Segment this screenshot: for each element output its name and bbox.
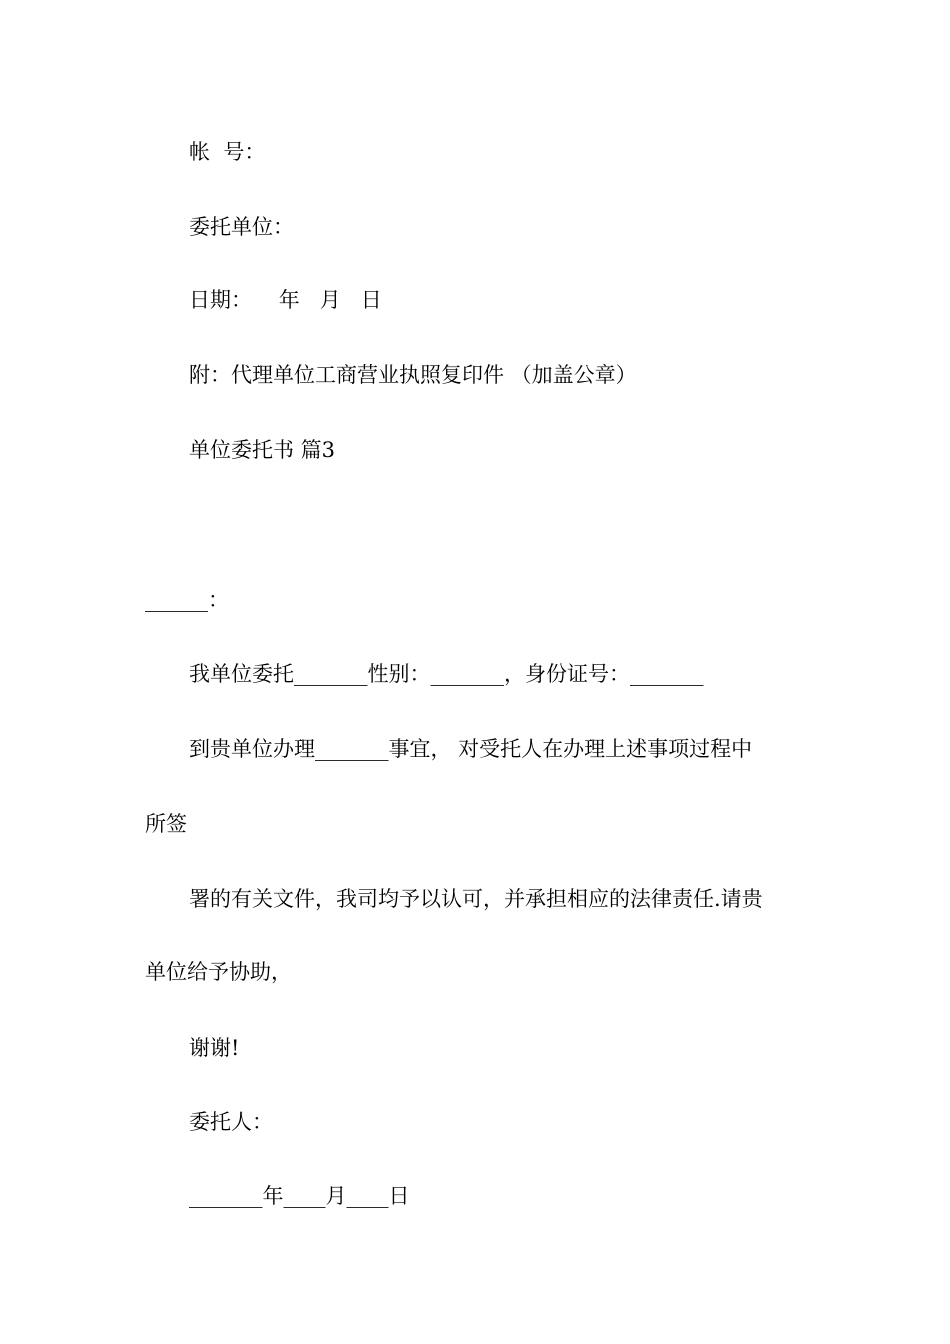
responsibility-line-continued: 单位给予协助， xyxy=(145,960,292,984)
attachment-line: 附：代理单位工商营业执照复印件 （加盖公章） xyxy=(189,363,637,387)
signing-date-line: _______年____月____日 xyxy=(189,1184,410,1208)
delegate-info-line: 我单位委托_______性别：_______，身份证号：_______ xyxy=(189,662,704,686)
matter-line-continued: 所签 xyxy=(145,812,187,836)
thanks-line: 谢谢! xyxy=(189,1036,240,1060)
account-number-line: 帐 号： xyxy=(189,140,266,164)
matter-line: 到贵单位办理_______事宜， 对受托人在办理上述事项过程中 xyxy=(189,737,753,761)
entrusting-unit-line: 委托单位： xyxy=(189,215,294,239)
responsibility-line: 署的有关文件，我司均予以认可，并承担相应的法律责任.请贵 xyxy=(189,887,763,911)
section-heading: 单位委托书 篇3 xyxy=(189,438,336,462)
date-line: 日期： 年 月 日 xyxy=(189,288,382,312)
addressee-line: ______： xyxy=(145,588,229,612)
principal-line: 委托人： xyxy=(189,1110,273,1134)
